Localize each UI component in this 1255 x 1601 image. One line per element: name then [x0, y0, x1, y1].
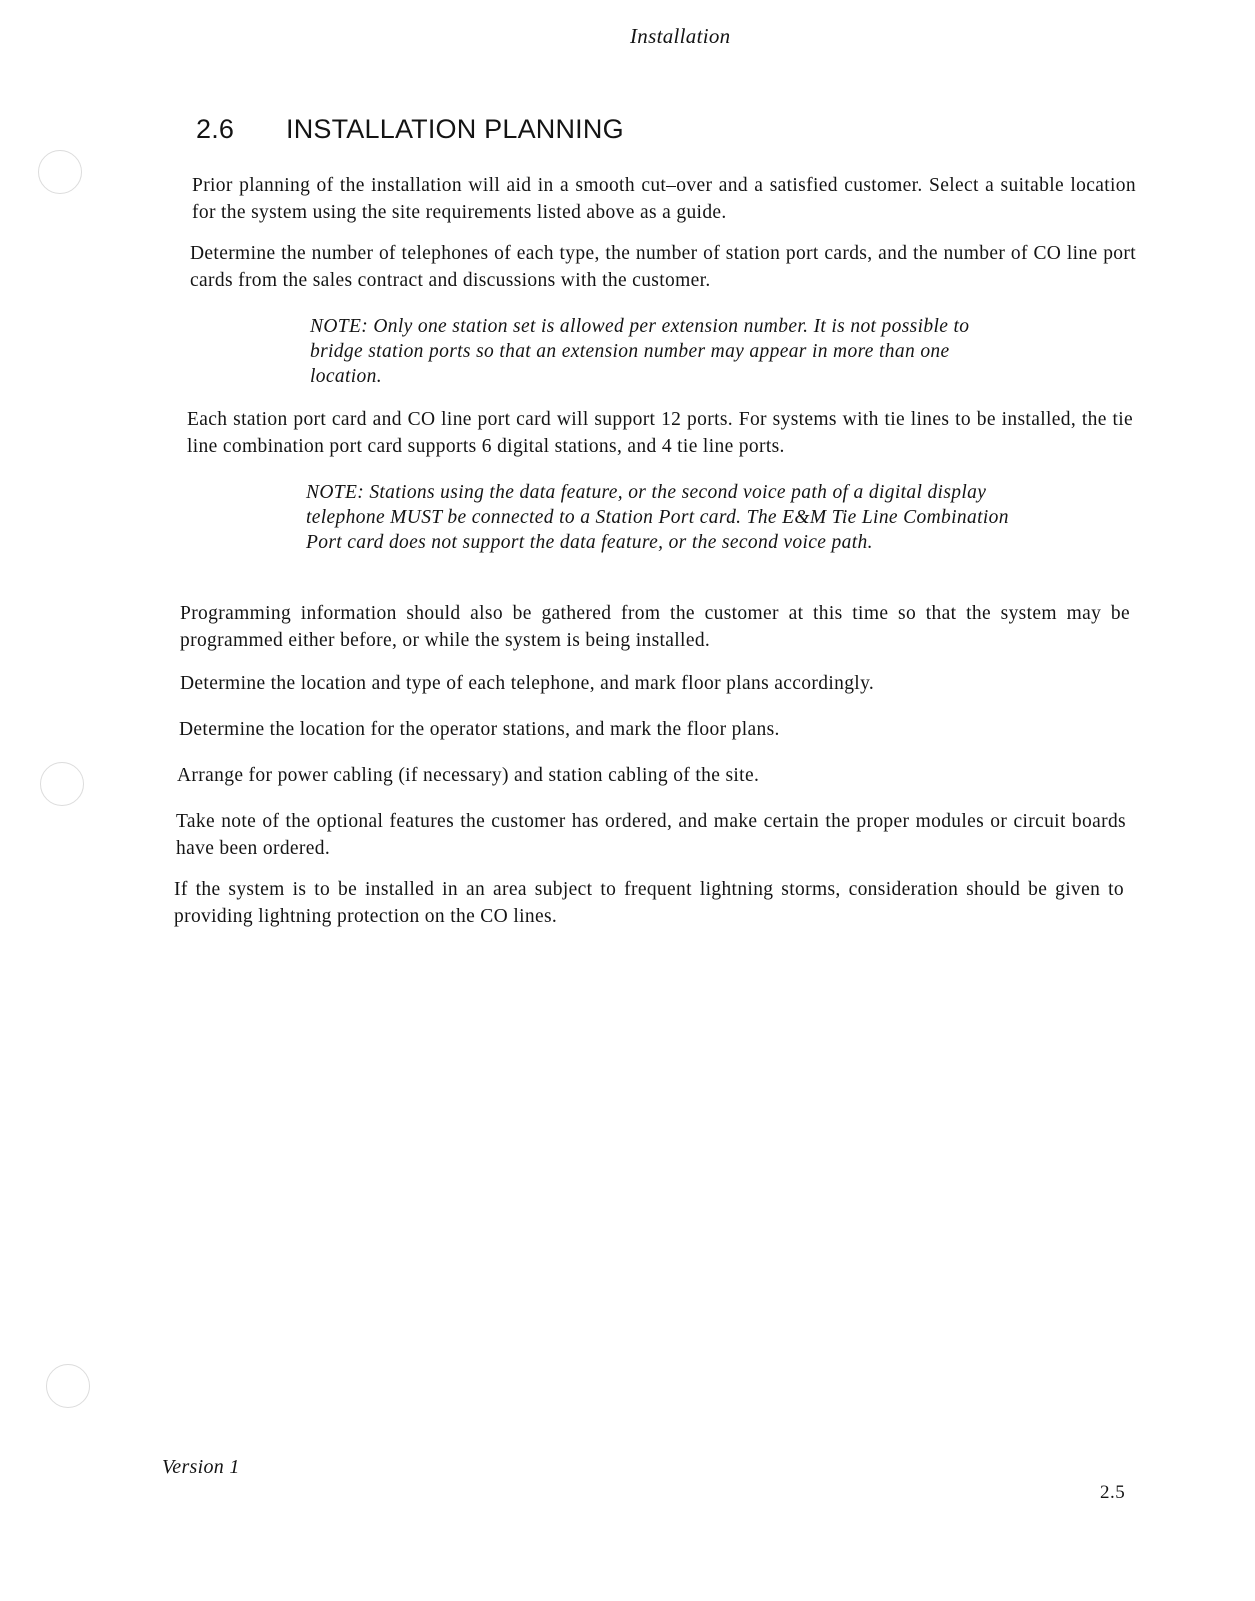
running-header: Installation [630, 24, 731, 48]
section-title: INSTALLATION PLANNING [286, 114, 624, 144]
paragraph-lightning-protection: If the system is to be installed in an area subject to frequent lightning storms, consideration should be given to providing lightning protection on the CO lines. [174, 879, 1124, 927]
paragraph-port-capacity: Each station port card and CO line port card will support 12 ports. For systems with tie lines to be installed, the tie line combination port card supports 6 digital stations, and 4 tie line ports. [187, 409, 1133, 457]
paragraph-prior-planning: Prior planning of the installation will aid in a smooth cut–over and a satisfied customer. Select a suitable location for the system using the site requirements listed above as a guide. [192, 175, 1136, 223]
paragraph-optional-features: Take note of the optional features the customer has ordered, and make certain the proper modules or circuit boards have been ordered. [176, 811, 1126, 859]
punch-hole-bottom [46, 1364, 90, 1408]
section-heading [196, 114, 624, 145]
punch-hole-middle [40, 762, 84, 806]
footer-version: Version 1 [162, 1456, 240, 1478]
paragraph-telephone-location: Determine the location and type of each telephone, and mark floor plans accordingly. [180, 673, 875, 694]
punch-hole-top [38, 150, 82, 194]
footer-page-number: 2.5 [1100, 1482, 1126, 1503]
paragraph-programming-info: Programming information should also be gathered from the customer at this time so that the system may be programmed either before, or while the system is being installed. [180, 603, 1130, 651]
section-number: 2.6 [196, 114, 235, 144]
paragraph-cabling: Arrange for power cabling (if necessary) and station cabling of the site. [177, 765, 760, 786]
paragraph-operator-stations: Determine the location for the operator stations, and mark the floor plans. [179, 719, 780, 740]
note-data-feature: NOTE: Stations using the data feature, or the second voice path of a digital display telephone MUST be connected to a Station Port card. The E&M Tie Line Combination Port card does not support the data feature, or the second voice path. [306, 482, 1009, 553]
note-one-station-set: NOTE: Only one station set is allowed per extension number. It is not possible to bridge station ports so that an extension number may appear in more than one location. [310, 316, 970, 387]
paragraph-determine-counts: Determine the number of telephones of each type, the number of station port cards, and the number of CO line port cards from the sales contract and discussions with the customer. [190, 243, 1136, 291]
